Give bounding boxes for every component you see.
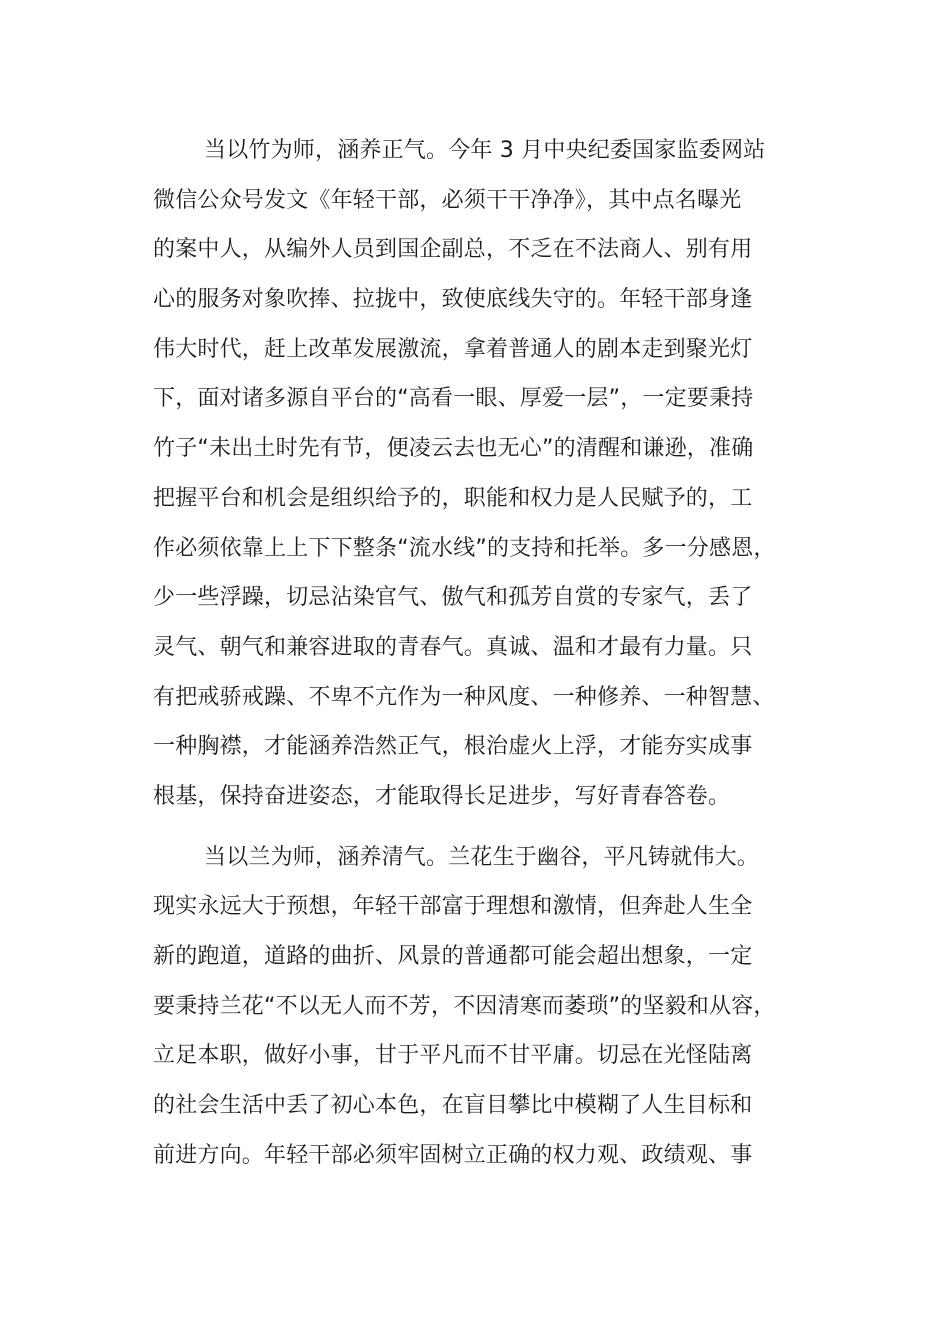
paragraph-line: 伟大时代，赶上改革发展激流，拿着普通人的剧本走到聚光灯 [153,336,753,362]
paragraph-line: 少一些浮躁，切忌沾染官气、傲气和孤芳自赏的专家气，丢了 [153,585,753,611]
paragraph-line: 一种胸襟，才能涵养浩然正气，根治虚火上浮，才能夯实成事 [153,734,753,760]
paragraph-line: 要秉持兰花“不以无人而不芳，不因清寒而萎琐”的坚毅和从容， [153,993,776,1019]
paragraph-bamboo [153,126,813,822]
paragraph-line: 心的服务对象吹捧、拉拢中，致使底线失守的。年轻干部身逢 [153,287,753,313]
paragraph-line: 当以竹为师，涵养正气。今年 3 月中央纪委国家监委网站 [204,138,766,163]
paragraph-line: 灵气、朝气和兼容进取的青春气。真诚、温和才最有力量。只 [153,634,753,660]
paragraph-line: 前进方向。年轻干部必须牢固树立正确的权力观、政绩观、事 [153,1142,753,1168]
paragraph-line: 微信公众号发文《年轻干部，必须干干净净》，其中点名曝光 [153,187,742,213]
paragraph-line: 现实永远大于预想，年轻干部富于理想和激情，但奔赴人生全 [153,894,753,920]
paragraph-line: 有把戒骄戒躁、不卑不亢作为一种风度、一种修养、一种智慧、 [153,684,775,710]
document-body [153,126,813,1180]
paragraph-line: 竹子“未出土时先有节，便凌云去也无心”的清醒和谦逊，准确 [153,436,754,462]
paragraph-line: 的社会生活中丢了初心本色，在盲目攀比中模糊了人生目标和 [153,1093,753,1119]
paragraph-orchid [153,833,813,1181]
paragraph-spacer [153,822,813,833]
paragraph-line: 根基，保持奋进姿态，才能取得长足进步，写好青春答卷。 [153,783,731,809]
paragraph-line: 下，面对诸多源自平台的“高看一眼、厚爱一层”，一定要秉持 [153,386,754,412]
paragraph-line: 把握平台和机会是组织给予的，职能和权力是人民赋予的，工 [153,485,753,511]
paragraph-line: 立足本职，做好小事，甘于平凡而不甘平庸。切忌在光怪陆离 [153,1043,753,1069]
paragraph-line: 当以兰为师，涵养清气。兰花生于幽谷，平凡铸就伟大。 [204,844,760,870]
paragraph-line: 作必须依靠上上下下整条“流水线”的支持和托举。多一分感恩， [153,535,776,561]
paragraph-line: 的案中人，从编外人员到国企副总，不乏在不法商人、别有用 [153,237,753,263]
paragraph-line: 新的跑道，道路的曲折、风景的普通都可能会超出想象，一定 [153,944,753,969]
